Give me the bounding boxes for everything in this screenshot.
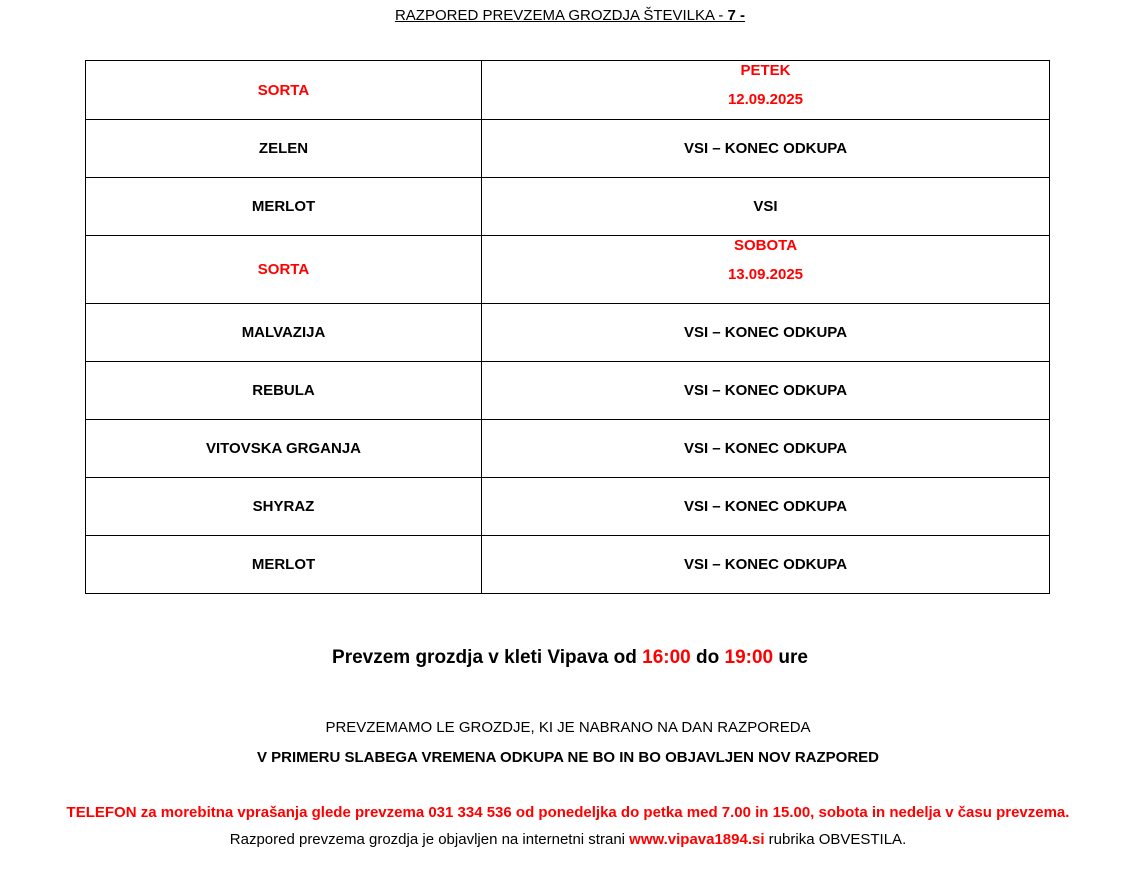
website-suffix: rubrika OBVESTILA.	[764, 831, 907, 848]
table-row	[86, 362, 1050, 420]
pickup-middle: do	[690, 647, 725, 668]
pickup-from-time: 16:00	[642, 647, 691, 668]
pickup-prefix: Prevzem grozdja v kleti Vipava od	[332, 647, 643, 668]
status-cell: VSI – KONEC ODKUPA	[482, 362, 1050, 420]
day-name: SOBOTA	[733, 237, 798, 254]
pickup-hours	[0, 647, 1140, 669]
section-header-row	[86, 61, 1050, 120]
day-date: 13.09.2025	[727, 266, 804, 283]
table-row	[86, 304, 1050, 362]
pickup-suffix: ure	[773, 647, 808, 668]
table-row	[86, 178, 1050, 236]
day-name: PETEK	[740, 62, 791, 79]
website-link[interactable]: www.vipava1894.si	[629, 831, 765, 848]
day-header	[482, 61, 1050, 120]
day-date: 12.09.2025	[727, 91, 804, 108]
section-header-row	[86, 236, 1050, 304]
contact-phone-line: TELEFON za morebitna vprašanja glede prevzema 031 334 536 od ponedeljka do petka med 7.00 in 15.00, sobota in nedelja v času prevzema.	[66, 804, 1070, 821]
variety-cell: MERLOT	[86, 178, 482, 236]
variety-cell: REBULA	[86, 362, 482, 420]
schedule-table	[85, 60, 1050, 594]
sorta-header: SORTA	[86, 236, 482, 304]
variety-cell: ZELEN	[86, 120, 482, 178]
variety-cell: MERLOT	[86, 536, 482, 594]
variety-cell: SHYRAZ	[86, 478, 482, 536]
table-row	[86, 120, 1050, 178]
pickup-to-time: 19:00	[724, 647, 774, 668]
status-cell: VSI – KONEC ODKUPA	[482, 536, 1050, 594]
title-number: 7 -	[727, 7, 746, 24]
variety-cell: MALVAZIJA	[86, 304, 482, 362]
status-cell: VSI – KONEC ODKUPA	[482, 420, 1050, 478]
status-cell: VSI – KONEC ODKUPA	[482, 478, 1050, 536]
table-row	[86, 536, 1050, 594]
variety-cell: VITOVSKA GRGANJA	[86, 420, 482, 478]
document-title	[0, 7, 1140, 24]
table-row	[86, 420, 1050, 478]
notice-harvest-day: PREVZEMAMO LE GROZDJE, KI JE NABRANO NA DAN RAZPOREDA	[325, 719, 811, 736]
status-cell: VSI	[482, 178, 1050, 236]
website-notice	[0, 831, 1136, 848]
website-prefix: Razpored prevzema grozdja je objavljen na internetni strani	[229, 831, 630, 848]
day-header	[482, 236, 1050, 304]
notice-bad-weather: V PRIMERU SLABEGA VREMENA ODKUPA NE BO IN BO OBJAVLJEN NOV RAZPORED	[256, 749, 879, 766]
status-cell: VSI – KONEC ODKUPA	[482, 304, 1050, 362]
title-text: RAZPORED PREVZEMA GROZDJA ŠTEVILKA -	[394, 7, 728, 24]
sorta-header: SORTA	[86, 61, 482, 120]
status-cell: VSI – KONEC ODKUPA	[482, 120, 1050, 178]
table-row	[86, 478, 1050, 536]
